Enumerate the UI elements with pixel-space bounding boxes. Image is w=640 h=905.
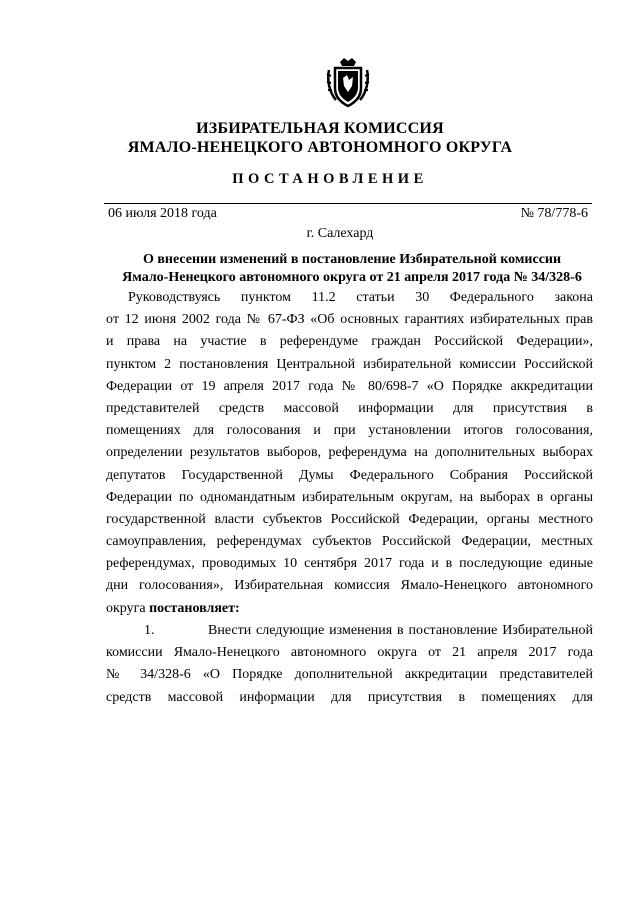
preamble-line: определении результатов выборов, референдума на дополнительных выборах bbox=[106, 445, 593, 461]
preamble-last-line bbox=[106, 598, 593, 620]
preamble-line: пунктом 2 постановления Центральной избирательной комиссии Российской bbox=[106, 356, 593, 372]
preamble-last-prefix: округа bbox=[106, 600, 150, 616]
preamble-line: дни голосования», Избирательная комиссия Ямало-Ненецкого автономного bbox=[106, 578, 593, 594]
preamble-line: депутатов Государственной Думы Федерального Собрания Российской bbox=[106, 467, 593, 483]
preamble-line: самоуправления, референдумах субъектов Российской Федерации, местных bbox=[106, 534, 593, 550]
preamble-line: референдумах, проводимых 10 сентября 2017 года и в последующие единые bbox=[106, 556, 593, 572]
item-1-line: Внести следующие изменения в постановление Избирательной bbox=[208, 623, 593, 638]
item-1-number: 1. bbox=[144, 623, 155, 638]
preamble-line: представителей средств массовой информации для присутствия в bbox=[106, 400, 593, 416]
document-type-title: ПОСТАНОВЛЕНИЕ bbox=[232, 171, 428, 187]
resolution-keyword: постановляет: bbox=[149, 600, 240, 616]
item-1-line: средств массовой информации для присутствия в помещениях для bbox=[106, 689, 593, 705]
preamble-line: Федерации по одномандатным избирательным округам, на выборах в органы bbox=[106, 489, 593, 505]
subject-line-2: Ямало-Ненецкого автономного округа от 21 апреля 2017 года № 34/328-6 bbox=[122, 270, 582, 285]
coat-of-arms-icon bbox=[326, 56, 370, 108]
preamble-line: от 12 июня 2002 года № 67-ФЗ «Об основных гарантиях избирательных прав bbox=[106, 312, 593, 328]
preamble-line: помещениях для голосования и при установлении итогов голосования, bbox=[106, 423, 593, 439]
organization-name-line1: ИЗБИРАТЕЛЬНАЯ КОМИССИЯ bbox=[196, 120, 444, 137]
preamble-paragraph bbox=[106, 287, 593, 620]
preamble-line: Руководствуясь пунктом 11.2 статьи 30 Федерального закона bbox=[128, 290, 593, 305]
document-date: 06 июля 2018 года bbox=[108, 206, 217, 221]
subject-line-1: О внесении изменений в постановление Избирательной комиссии bbox=[142, 252, 562, 267]
organization-name-line2: ЯМАЛО-НЕНЕЦКОГО АВТОНОМНОГО ОКРУГА bbox=[127, 139, 513, 156]
item-1-first-line bbox=[106, 620, 593, 642]
preamble-line: и права на участие в референдуме граждан Российской Федерации», bbox=[106, 334, 593, 350]
item-1-line: комиссии Ямало-Ненецкого автономного округа от 21 апреля 2017 года bbox=[106, 645, 593, 661]
header-divider bbox=[104, 203, 592, 204]
item-1-line: № 34/328-6 «О Порядке дополнительной аккредитации представителей bbox=[106, 667, 593, 683]
document-city: г. Салехард bbox=[306, 226, 374, 241]
preamble-line: государственной власти субъектов Российской Федерации, органы местного bbox=[106, 511, 593, 527]
document-number: № 78/778-6 bbox=[520, 206, 588, 221]
preamble-line: Федерации от 19 апреля 2017 года № 80/698-7 «О Порядке аккредитации bbox=[106, 378, 593, 394]
item-1-paragraph bbox=[106, 620, 593, 709]
